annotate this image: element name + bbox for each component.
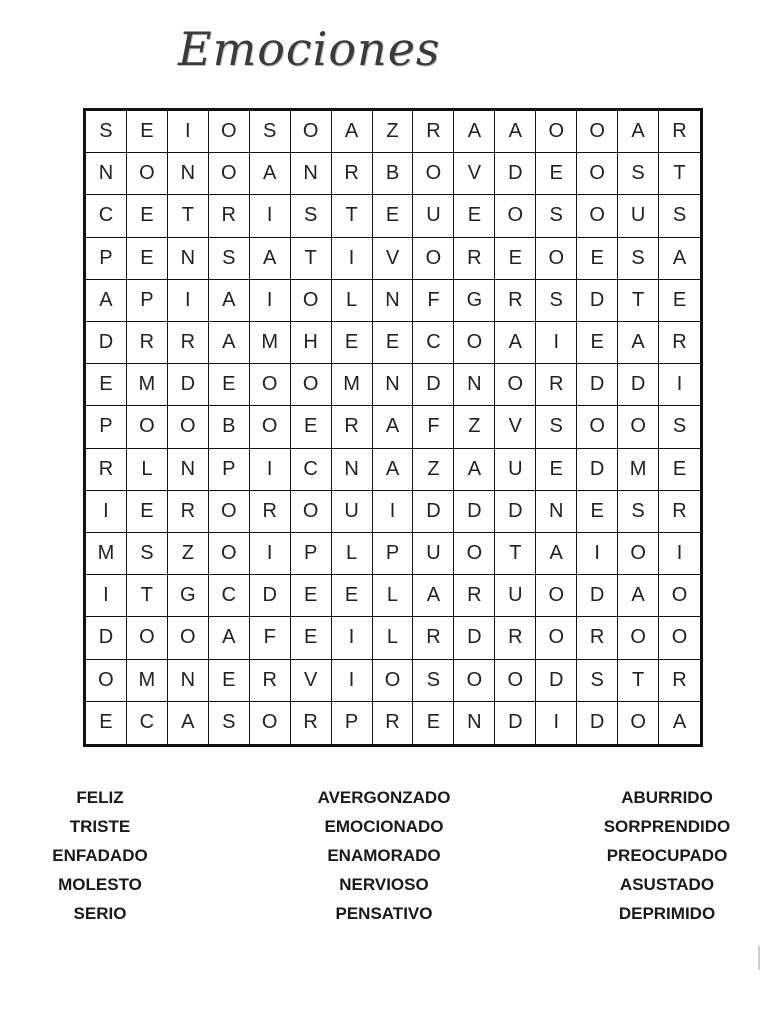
word-item: PENSATIVO xyxy=(335,904,433,923)
grid-cell[interactable]: V xyxy=(495,406,536,448)
grid-cell[interactable]: D xyxy=(577,364,618,406)
grid-cell[interactable]: S xyxy=(618,491,659,533)
grid-cell[interactable]: A xyxy=(659,238,700,280)
grid-cell[interactable]: A xyxy=(454,111,495,153)
grid-cell[interactable]: O xyxy=(373,660,414,702)
grid-cell[interactable]: H xyxy=(291,322,332,364)
grid-cell[interactable]: T xyxy=(618,280,659,322)
grid-cell[interactable]: P xyxy=(291,533,332,575)
word-item: TRISTE xyxy=(69,817,131,836)
grid-cell[interactable]: O xyxy=(454,533,495,575)
grid-cell[interactable]: C xyxy=(209,575,250,617)
grid-cell[interactable]: M xyxy=(86,533,127,575)
grid-cell[interactable]: E xyxy=(127,195,168,237)
grid-cell[interactable]: U xyxy=(413,533,454,575)
grid-cell[interactable]: N xyxy=(454,702,495,744)
grid-cell[interactable]: A xyxy=(454,449,495,491)
grid-cell[interactable]: O xyxy=(291,491,332,533)
grid-cell[interactable]: S xyxy=(659,406,700,448)
grid-cell[interactable]: I xyxy=(250,533,291,575)
grid-cell[interactable]: M xyxy=(332,364,373,406)
grid-cell[interactable]: A xyxy=(495,111,536,153)
grid-cell[interactable]: A xyxy=(168,702,209,744)
grid-cell[interactable]: O xyxy=(454,322,495,364)
grid-cell[interactable]: E xyxy=(127,111,168,153)
grid-cell[interactable]: Z xyxy=(373,111,414,153)
grid-cell[interactable]: A xyxy=(373,449,414,491)
grid-cell[interactable]: T xyxy=(291,238,332,280)
grid-cell[interactable]: O xyxy=(250,702,291,744)
grid-cell[interactable]: E xyxy=(659,280,700,322)
grid-cell[interactable]: O xyxy=(618,702,659,744)
grid-cell[interactable]: A xyxy=(672,711,687,734)
word-item: PREOCUPADO xyxy=(606,846,728,865)
grid-cell[interactable]: E xyxy=(536,449,577,491)
grid-cell[interactable]: D xyxy=(577,449,618,491)
grid-cell[interactable]: I xyxy=(86,575,127,617)
grid-cell[interactable]: F xyxy=(413,280,454,322)
grid-cell[interactable]: E xyxy=(373,195,414,237)
grid-cell[interactable]: B xyxy=(373,153,414,195)
grid-cell[interactable]: I xyxy=(250,195,291,237)
word-list-column-3 xyxy=(567,786,767,931)
grid-cell[interactable]: R xyxy=(659,111,700,153)
grid-cell[interactable]: R xyxy=(168,491,209,533)
word-item: ENAMORADO xyxy=(327,846,441,865)
grid-cell[interactable]: O xyxy=(495,364,536,406)
grid-cell[interactable]: I xyxy=(86,491,127,533)
grid-cell[interactable]: R xyxy=(495,617,536,659)
word-item: NERVIOSO xyxy=(339,875,429,894)
grid-cell[interactable]: R xyxy=(495,280,536,322)
grid-cell[interactable]: E xyxy=(209,364,250,406)
grid-cell[interactable]: A xyxy=(250,153,291,195)
grid-cell[interactable]: O xyxy=(577,195,618,237)
grid-cell[interactable]: P xyxy=(86,406,127,448)
letter-grid xyxy=(83,108,703,747)
grid-cell[interactable]: S xyxy=(577,660,618,702)
grid-cell[interactable]: O xyxy=(454,660,495,702)
grid-cell[interactable]: T xyxy=(495,533,536,575)
grid-cell[interactable]: S xyxy=(209,702,250,744)
grid-cell[interactable]: D xyxy=(86,322,127,364)
grid-cell[interactable]: P xyxy=(127,280,168,322)
grid-cell[interactable]: O xyxy=(86,660,127,702)
grid-cell[interactable]: D xyxy=(618,364,659,406)
grid-cell[interactable]: R xyxy=(659,491,700,533)
grid-cell[interactable]: O xyxy=(659,617,700,659)
grid-cell[interactable]: R xyxy=(332,153,373,195)
grid-cell[interactable]: R xyxy=(413,111,454,153)
puzzle-title: Emociones xyxy=(178,22,441,76)
grid-cell[interactable]: A xyxy=(618,575,659,617)
grid-cell[interactable]: R xyxy=(127,322,168,364)
grid-cell[interactable]: A xyxy=(495,322,536,364)
grid-cell[interactable]: I xyxy=(250,280,291,322)
grid-cell[interactable]: L xyxy=(373,617,414,659)
grid-cell[interactable]: F xyxy=(250,617,291,659)
grid-cell[interactable]: U xyxy=(332,491,373,533)
grid-cell[interactable]: P xyxy=(209,449,250,491)
grid-cell[interactable]: N xyxy=(86,153,127,195)
grid-cell[interactable]: T xyxy=(659,153,700,195)
grid-cell[interactable]: R xyxy=(168,322,209,364)
grid-cell[interactable]: S xyxy=(250,111,291,153)
grid-cell[interactable]: L xyxy=(332,533,373,575)
grid-cell[interactable]: L xyxy=(127,449,168,491)
grid-cell[interactable]: D xyxy=(168,364,209,406)
grid-cell[interactable]: D xyxy=(495,491,536,533)
grid-cell[interactable]: I xyxy=(536,322,577,364)
grid-cell[interactable]: I xyxy=(168,280,209,322)
grid-cell[interactable]: R xyxy=(577,617,618,659)
grid-cell[interactable]: I xyxy=(332,238,373,280)
grid-cell[interactable]: E xyxy=(209,660,250,702)
grid-cell[interactable]: D xyxy=(577,702,618,744)
word-list-column-1 xyxy=(0,786,200,931)
grid-cell[interactable]: O xyxy=(536,111,577,153)
grid-cell[interactable]: D xyxy=(454,617,495,659)
grid-cell[interactable]: I xyxy=(577,533,618,575)
grid-cell[interactable]: A xyxy=(332,111,373,153)
grid-cell[interactable]: S xyxy=(618,238,659,280)
word-item: MOLESTO xyxy=(58,875,142,894)
grid-cell[interactable]: N xyxy=(536,491,577,533)
word-item: SORPRENDIDO xyxy=(603,817,731,836)
grid-cell[interactable]: A xyxy=(209,280,250,322)
grid-cell[interactable]: R xyxy=(659,660,700,702)
word-item: SERIO xyxy=(73,904,127,923)
grid-cell[interactable]: O xyxy=(209,491,250,533)
grid-cell[interactable]: P xyxy=(332,702,373,744)
grid-cell[interactable]: A xyxy=(536,533,577,575)
grid-cell[interactable]: R xyxy=(250,660,291,702)
grid-cell[interactable]: E xyxy=(86,364,127,406)
grid-cell[interactable]: O xyxy=(577,406,618,448)
grid-cell[interactable]: S xyxy=(413,660,454,702)
grid-cell[interactable]: N xyxy=(373,280,414,322)
grid-cell[interactable]: R xyxy=(332,406,373,448)
grid-cell[interactable]: O xyxy=(495,195,536,237)
grid-cell[interactable]: O xyxy=(413,238,454,280)
grid-cell[interactable]: N xyxy=(168,660,209,702)
grid-cell[interactable]: D xyxy=(536,660,577,702)
grid-cell[interactable]: R xyxy=(454,575,495,617)
grid-cell[interactable]: I xyxy=(659,364,700,406)
grid-cell[interactable]: S xyxy=(291,195,332,237)
grid-cell[interactable]: C xyxy=(86,195,127,237)
grid-cell[interactable]: I xyxy=(332,660,373,702)
grid-cell[interactable]: R xyxy=(250,491,291,533)
grid-cell[interactable]: Z xyxy=(454,406,495,448)
grid-cell[interactable]: L xyxy=(373,575,414,617)
grid-cell[interactable]: I xyxy=(659,533,700,575)
grid-cell[interactable]: R xyxy=(454,238,495,280)
grid-cell[interactable]: E xyxy=(332,575,373,617)
grid-cell[interactable]: G xyxy=(168,575,209,617)
grid-cell[interactable]: O xyxy=(659,575,700,617)
grid-cell[interactable]: O xyxy=(618,406,659,448)
grid-cell[interactable]: T xyxy=(332,195,373,237)
grid-cell[interactable]: V xyxy=(291,660,332,702)
grid-cell[interactable]: M xyxy=(127,660,168,702)
grid-cell[interactable]: E xyxy=(127,238,168,280)
grid-cell[interactable]: E xyxy=(86,702,127,744)
grid-cell[interactable]: D xyxy=(250,575,291,617)
grid-cell[interactable]: P xyxy=(86,238,127,280)
word-item: EMOCIONADO xyxy=(324,817,444,836)
grid-cell[interactable]: E xyxy=(373,322,414,364)
grid-cell[interactable]: O xyxy=(209,111,250,153)
grid-cell[interactable]: O xyxy=(536,617,577,659)
grid-cell[interactable]: T xyxy=(618,660,659,702)
grid-cell[interactable]: O xyxy=(291,280,332,322)
grid-cell[interactable]: R xyxy=(209,195,250,237)
grid-cell[interactable]: I xyxy=(536,702,577,744)
grid-cell[interactable]: C xyxy=(127,702,168,744)
grid-cell[interactable]: N xyxy=(168,449,209,491)
word-item: DEPRIMIDO xyxy=(618,904,716,923)
grid-cell[interactable]: N xyxy=(168,153,209,195)
grid-cell[interactable]: D xyxy=(495,702,536,744)
grid-cell[interactable]: D xyxy=(86,617,127,659)
grid-cell[interactable]: A xyxy=(618,111,659,153)
grid-cell[interactable]: G xyxy=(454,280,495,322)
grid-cell[interactable]: B xyxy=(209,406,250,448)
grid-cell[interactable]: N xyxy=(454,364,495,406)
grid-cell[interactable]: S xyxy=(86,111,127,153)
grid-cell[interactable]: D xyxy=(413,491,454,533)
grid-cell[interactable]: S xyxy=(536,280,577,322)
grid-cell[interactable]: D xyxy=(413,364,454,406)
grid-cell[interactable]: R xyxy=(291,702,332,744)
grid-cell[interactable]: R xyxy=(659,322,700,364)
word-item: ABURRIDO xyxy=(621,788,713,807)
grid-cell[interactable]: M xyxy=(127,364,168,406)
grid-cell[interactable]: P xyxy=(373,533,414,575)
grid-cell[interactable]: N xyxy=(291,153,332,195)
edge-mark xyxy=(758,946,760,970)
grid-cell[interactable]: O xyxy=(250,364,291,406)
grid-cell[interactable]: O xyxy=(291,111,332,153)
grid-cell[interactable]: O xyxy=(209,533,250,575)
grid-cell[interactable]: O xyxy=(577,153,618,195)
grid-cell[interactable]: R xyxy=(536,364,577,406)
grid-cell[interactable]: M xyxy=(250,322,291,364)
grid-cell[interactable]: A xyxy=(373,406,414,448)
grid-cell[interactable]: R xyxy=(413,617,454,659)
grid-cell[interactable]: E xyxy=(577,491,618,533)
grid-cell[interactable]: U xyxy=(618,195,659,237)
grid-cell[interactable]: R xyxy=(86,449,127,491)
grid-cell[interactable]: S xyxy=(659,195,700,237)
grid-cell[interactable]: S xyxy=(618,153,659,195)
grid-cell[interactable]: O xyxy=(577,111,618,153)
grid-cell[interactable]: V xyxy=(454,153,495,195)
grid-cell[interactable]: E xyxy=(332,322,373,364)
grid-cell[interactable]: A xyxy=(618,322,659,364)
grid-cell[interactable]: I xyxy=(332,617,373,659)
grid-cell[interactable]: O xyxy=(250,406,291,448)
grid-cell[interactable]: E xyxy=(454,195,495,237)
grid-cell[interactable]: O xyxy=(618,617,659,659)
grid-cell[interactable]: O xyxy=(495,660,536,702)
grid-cell[interactable]: I xyxy=(168,111,209,153)
grid-cell[interactable]: Z xyxy=(413,449,454,491)
grid-cell[interactable]: O xyxy=(536,238,577,280)
grid-cell[interactable]: O xyxy=(127,153,168,195)
grid-cell[interactable]: I xyxy=(250,449,291,491)
grid-cell[interactable]: A xyxy=(413,575,454,617)
grid-cell[interactable]: E xyxy=(536,153,577,195)
grid-cell[interactable]: I xyxy=(373,491,414,533)
grid-cell[interactable]: T xyxy=(127,575,168,617)
grid-cell[interactable]: T xyxy=(168,195,209,237)
word-item: ENFADADO xyxy=(52,846,148,865)
grid-cell[interactable]: N xyxy=(168,238,209,280)
grid-cell[interactable]: O xyxy=(168,617,209,659)
grid-cell[interactable]: D xyxy=(577,280,618,322)
grid-cell[interactable]: O xyxy=(291,364,332,406)
grid-cell[interactable]: E xyxy=(577,322,618,364)
word-item: ASUSTADO xyxy=(619,875,715,894)
grid-cell[interactable]: E xyxy=(127,491,168,533)
grid-cell[interactable]: E xyxy=(495,238,536,280)
grid-cell[interactable]: L xyxy=(332,280,373,322)
grid-cell[interactable]: D xyxy=(495,153,536,195)
grid-cell[interactable]: A xyxy=(209,322,250,364)
grid-cell[interactable]: S xyxy=(536,406,577,448)
word-item: FELIZ xyxy=(76,788,124,807)
grid-cell[interactable]: E xyxy=(291,406,332,448)
grid-cell[interactable]: U xyxy=(413,195,454,237)
grid-cell[interactable]: U xyxy=(495,449,536,491)
grid-cell[interactable]: D xyxy=(577,575,618,617)
grid-cell[interactable]: S xyxy=(127,533,168,575)
grid-cell[interactable]: F xyxy=(413,406,454,448)
grid-cell[interactable]: O xyxy=(168,406,209,448)
grid-cell[interactable]: N xyxy=(373,364,414,406)
grid-cell[interactable]: E xyxy=(291,575,332,617)
grid-cell[interactable]: M xyxy=(618,449,659,491)
grid-cell[interactable]: O xyxy=(536,575,577,617)
grid-cell[interactable]: A xyxy=(250,238,291,280)
grid-cell[interactable]: Z xyxy=(168,533,209,575)
grid-cell[interactable]: C xyxy=(291,449,332,491)
grid-cell[interactable]: E xyxy=(413,702,454,744)
grid-cell[interactable]: A xyxy=(209,617,250,659)
grid-cell[interactable]: S xyxy=(209,238,250,280)
grid-cell[interactable]: O xyxy=(618,533,659,575)
grid-cell[interactable]: V xyxy=(373,238,414,280)
grid-cell[interactable]: O xyxy=(209,153,250,195)
grid-cell[interactable]: R xyxy=(373,702,414,744)
grid-cell[interactable]: O xyxy=(127,406,168,448)
grid-cell[interactable]: O xyxy=(127,617,168,659)
word-item: AVERGONZADO xyxy=(317,788,451,807)
grid-cell[interactable]: S xyxy=(536,195,577,237)
grid-cell[interactable]: C xyxy=(413,322,454,364)
grid-cell[interactable]: E xyxy=(291,617,332,659)
grid-cell[interactable]: D xyxy=(454,491,495,533)
grid-cell[interactable]: O xyxy=(413,153,454,195)
grid-cell[interactable]: E xyxy=(659,449,700,491)
grid-cell[interactable]: N xyxy=(332,449,373,491)
grid-cell[interactable]: E xyxy=(577,238,618,280)
word-list-column-2 xyxy=(284,786,484,931)
grid-cell[interactable]: U xyxy=(495,575,536,617)
grid-cell[interactable]: A xyxy=(86,280,127,322)
